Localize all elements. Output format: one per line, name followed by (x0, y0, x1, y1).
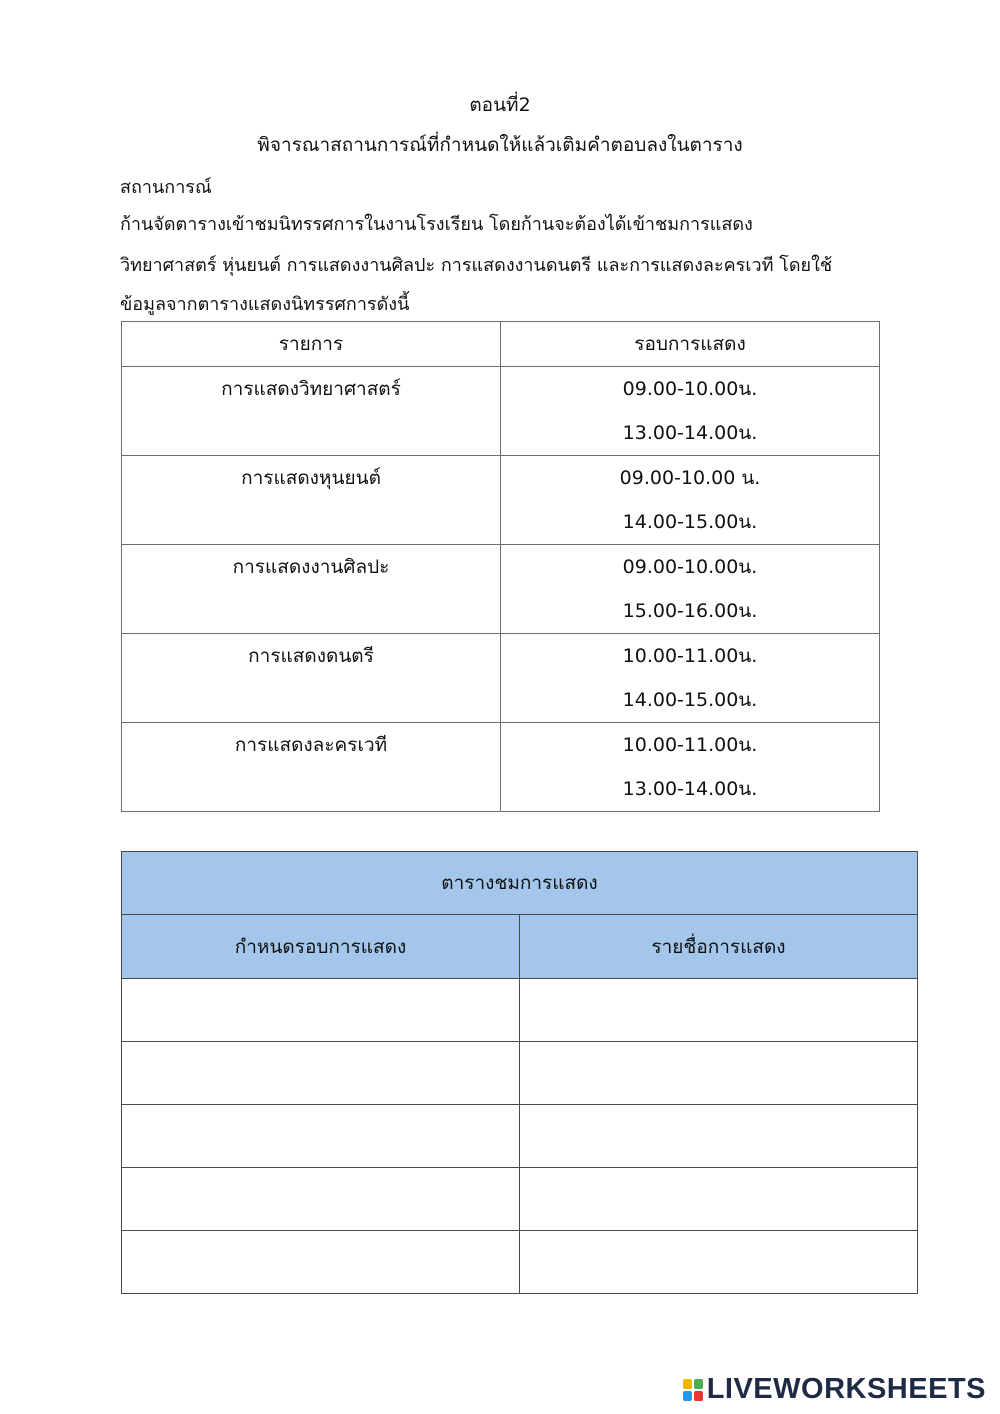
answer-time-cell[interactable] (122, 1231, 520, 1294)
answer-time-cell[interactable] (122, 979, 520, 1042)
answer-row (122, 1105, 918, 1168)
schedule-header-item: รายการ (122, 322, 501, 367)
show-time: 13.00-14.00น. (622, 422, 758, 444)
show-time: 10.00-11.00น. (622, 645, 758, 667)
answer-header-show: รายชื่อการแสดง (520, 915, 918, 979)
scenario-line-2: วิทยาศาสตร์ หุ่นยนต์ การแสดงงานศิลปะ การแสดงงานดนตรี และการแสดงละครเวที โดยใช้ (120, 255, 833, 276)
show-times (501, 723, 880, 812)
answer-show-cell[interactable] (520, 1231, 918, 1294)
show-name (122, 723, 501, 812)
answer-time-cell[interactable] (122, 1168, 520, 1231)
show-name-text: การแสดงวิทยาศาสตร์ (221, 378, 401, 400)
show-time: 14.00-15.00น. (622, 689, 758, 711)
logo-square-green (694, 1379, 703, 1389)
liveworksheets-wordmark: LIVEWORKSHEETS (706, 1373, 986, 1405)
schedule-row (122, 545, 880, 634)
show-times (501, 367, 880, 456)
answer-row (122, 1168, 918, 1231)
show-name (122, 545, 501, 634)
show-name-text: การแสดงดนตรี (248, 645, 374, 667)
answer-title-row (122, 852, 918, 915)
schedule-header-time: รอบการแสดง (501, 322, 880, 367)
answer-show-cell[interactable] (520, 1105, 918, 1168)
answer-table (121, 851, 918, 1294)
answer-row (122, 979, 918, 1042)
show-time: 15.00-16.00น. (622, 600, 758, 622)
liveworksheets-logo-icon (683, 1379, 703, 1401)
scenario-line-3: ข้อมูลจากตารางแสดงนิทรรศการดังนี้ (120, 294, 410, 315)
schedule-header-row (122, 322, 880, 367)
answer-show-cell[interactable] (520, 1168, 918, 1231)
schedule-row (122, 367, 880, 456)
show-time: 09.00-10.00น. (622, 378, 758, 400)
logo-square-blue (683, 1391, 692, 1401)
answer-header-row (122, 915, 918, 979)
show-times (501, 545, 880, 634)
show-times (501, 456, 880, 545)
show-name-text: การแสดงหุนยนต์ (241, 467, 381, 489)
answer-time-cell[interactable] (122, 1105, 520, 1168)
answer-time-cell[interactable] (122, 1042, 520, 1105)
show-name-text: การแสดงงานศิลปะ (232, 556, 390, 578)
logo-square-red (694, 1391, 703, 1401)
schedule-table (121, 321, 880, 812)
schedule-row (122, 723, 880, 812)
show-name-text: การแสดงละครเวที (234, 734, 388, 756)
scenario-label: สถานการณ์ (120, 177, 212, 198)
logo-square-yellow (683, 1379, 692, 1389)
scenario-line-1: ก้านจัดตารางเข้าชมนิทรรศการในงานโรงเรียน โดยก้านจะต้องได้เข้าชมการแสดง (120, 214, 753, 235)
show-time: 14.00-15.00น. (622, 511, 758, 533)
part-title: ตอนที่2 (469, 94, 531, 116)
show-name (122, 456, 501, 545)
show-time: 10.00-11.00น. (622, 734, 758, 756)
answer-table-title: ตารางชมการแสดง (122, 852, 918, 915)
answer-header-time: กำหนดรอบการแสดง (122, 915, 520, 979)
answer-show-cell[interactable] (520, 1042, 918, 1105)
show-times (501, 634, 880, 723)
show-time: 09.00-10.00 น. (619, 467, 761, 489)
liveworksheets-brand[interactable] (683, 1373, 986, 1406)
instruction-text: พิจารณาสถานการณ์ที่กำหนดให้แล้วเติมคำตอบลงในตาราง (257, 134, 743, 156)
schedule-row (122, 456, 880, 545)
answer-show-cell[interactable] (520, 979, 918, 1042)
answer-row (122, 1231, 918, 1294)
show-name (122, 634, 501, 723)
show-time: 09.00-10.00น. (622, 556, 758, 578)
show-name (122, 367, 501, 456)
schedule-row (122, 634, 880, 723)
answer-row (122, 1042, 918, 1105)
show-time: 13.00-14.00น. (622, 778, 758, 800)
